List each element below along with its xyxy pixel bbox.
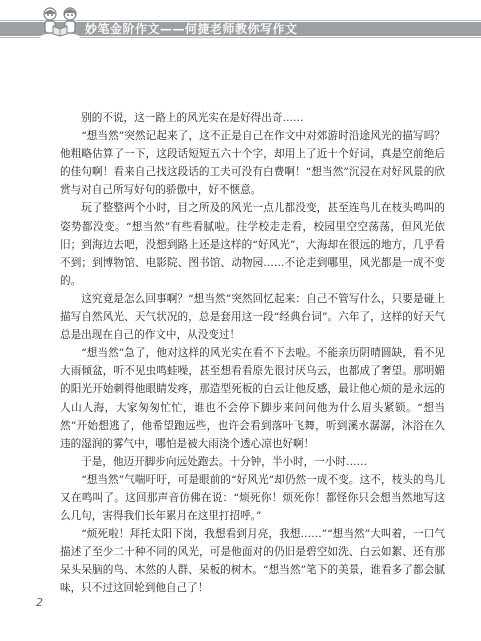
header-title: 妙笔金阶作文——何捷老师教你写作文	[85, 22, 298, 36]
page-number: 2	[36, 596, 43, 609]
paragraph: “想当然”突然记起来了，这不正是自己在作文中对郊游时沿途风光的描写吗？他粗略估算了一下，这段话短短五六十个字，却用上了近十个好词，真是空前绝后的佳句啊！看来自己找这段话的工夫可没有白费啊！“想当然”沉浸在对好风景的欣赏与对自己所写好句的骄傲中，好不惬意。	[60, 130, 445, 197]
article-body	[60, 109, 445, 598]
paragraph: “烦死啦！拜托太阳下岗，我想看到月亮，我想……”“想当然”大叫着，一口气描述了至少二十种不同的风光，可是他面对的仍旧是碧空如洗、白云如絮、还有那呆头呆脑的鸟、木然的人群、呆板的树木。“想当然”笔下的美景，谁看多了都会腻味，只不过这回轮到他自己了！	[60, 528, 445, 595]
paragraph: “想当然”急了，他对这样的风光实在看不下去啦。不能亲历阴晴圆缺，看不见大雨倾盆，听不见虫鸣蛙噪，甚至想看看原先很讨厌乌云，也都成了奢望。那明媚的阳光开始刺得他眼睛发疼，那造型死板的白云让他反感，最让他心烦的是永远的人山人海，大家匆匆忙忙，谁也不会停下脚步来问问他为什么眉头紧锁。“想当然”开始想逃了，他希望跑远些，也许会看到落叶飞舞，听到溪水潺潺，沐浴在久违的湿润的雾气中，哪怕是被大雨浇个透心凉也好啊！	[60, 347, 445, 450]
paragraph: “想当然”气喘吁吁，可是眼前的“好风光”却仍然一成不变。这不，枝头的鸟儿又在鸣叫了。这回那声音仿佛在说：“烦死你！烦死你！都怪你只会想当然地写这么几句，害得我们长年累月在这里打招呼。”	[60, 473, 445, 523]
kids-reading-icon	[38, 4, 82, 42]
paragraph: 别的不说，这一路上的风光实在是好得出奇……	[81, 112, 304, 124]
paragraph: 于是，他迈开脚步向远处跑去。十分钟，半小时，一小时……	[81, 455, 368, 468]
page-header	[0, 0, 481, 44]
paragraph: 玩了整整两个小时，目之所及的风光一点儿都没变，甚至连鸟儿在枝头鸣叫的姿势都没变。“想当然”有些看腻啦。往学校走走看，校园里空空荡荡，但风光依旧；到海边去吧，没想到路上还是这样的“好风光”，大海却在很远的地方，几乎看不到；到博物馆、电影院、图书馆、动物园……不论走到哪里，风光都是一成不变的。	[60, 202, 445, 287]
paragraph: 这究竟是怎么回事啊？“想当然”突然回忆起来：自己不管写什么，只要是碰上描写自然风光、天气状况的，总是套用这一段“经典台词”。六年了，这样的好天气总是出现在自己的作文中，从没变过！	[60, 292, 445, 342]
